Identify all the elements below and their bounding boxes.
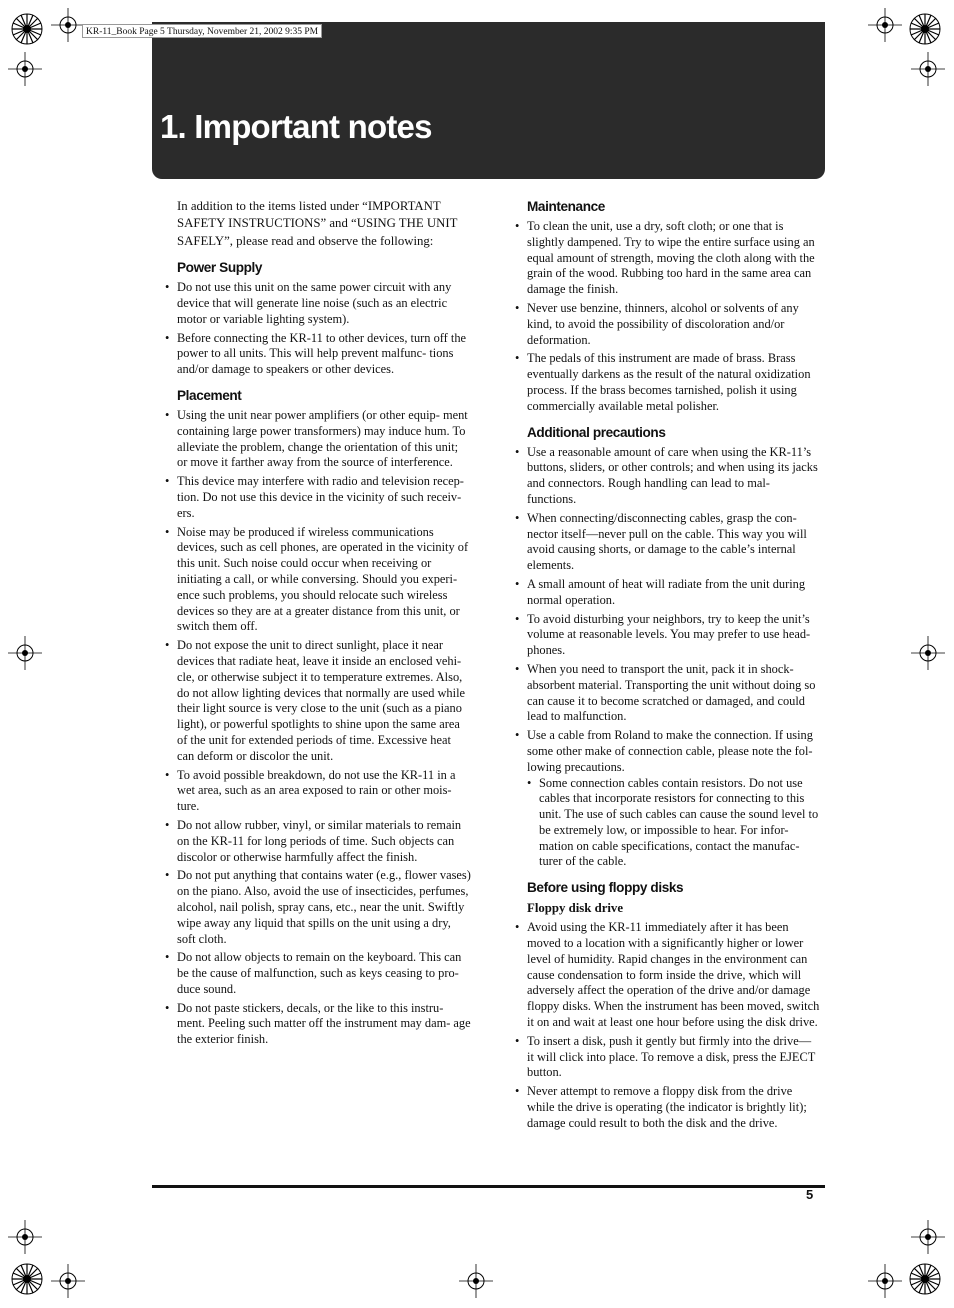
color-wheel-icon	[11, 13, 43, 45]
registration-mark-icon	[911, 52, 945, 86]
list-item: • When you need to transport the unit, pack it in shock- absorbent material. Transporting the unit without doing so can cause it to become scratched or damaged, and could lead to malfunction.	[515, 661, 816, 724]
print-slug: KR-11_Book Page 5 Thursday, November 21, 2002 9:35 PM	[82, 24, 322, 38]
list-item: • Do not use this unit on the same power circuit with any device that will generate line noise (such as an electric motor or variable lighting system).	[165, 280, 452, 326]
registration-mark-icon	[8, 636, 42, 670]
bullet-icon: •	[165, 524, 170, 539]
list-item: • Do not put anything that contains water (e.g., flower vases) on the piano. Also, avoid the use of insecticides, perfumes, alcohol, nail polish, spray cans, etc., near the unit. Swiftly wipe away any liquid that spills on the unit using a dry, soft cloth.	[165, 868, 471, 946]
list-item: • When connecting/disconnecting cables, grasp the con- nector itself—never pull on the cable. This way you will avoid causing shorts, or damage to the cable’s internal elements.	[515, 510, 807, 573]
maintenance-list	[515, 219, 821, 415]
bullet-icon: •	[515, 611, 520, 626]
registration-mark-icon	[868, 8, 902, 42]
section-heading-placement: Placement	[177, 388, 242, 403]
bullet-icon: •	[165, 408, 170, 422]
bullet-icon: •	[165, 280, 170, 295]
color-wheel-icon	[909, 13, 941, 45]
list-item: • A small amount of heat will radiate from the unit during normal operation.	[515, 576, 806, 607]
placement-list	[165, 408, 471, 1048]
bullet-icon: •	[165, 330, 170, 345]
bullet-icon: •	[527, 775, 532, 790]
left-column	[165, 198, 471, 1057]
page-number: 5	[806, 1187, 814, 1202]
bullet-icon: •	[515, 300, 520, 315]
bullet-icon: •	[165, 950, 170, 965]
bullet-icon: •	[165, 1000, 170, 1015]
list-item: • Avoid using the KR-11 immediately after it has been moved to a location with a significantly higher or lower level of humidity. Rapid changes in the environment can cause condensation to form inside the drive, which will adversely affect the operation of the drive and/or damage floppy disks. When the instrument has been moved, switch it on and wait at least one hour before using the disk drive.	[515, 920, 820, 1030]
subheading-floppy-disk-drive: Floppy disk drive	[527, 901, 624, 916]
registration-mark-icon	[911, 636, 945, 670]
bullet-icon: •	[165, 474, 170, 489]
list-item: • Never use benzine, thinners, alcohol or solvents of any kind, to avoid the possibility of discoloration and/or deformation.	[515, 300, 799, 347]
section-heading-floppy-disks: Before using floppy disks	[527, 880, 684, 896]
bullet-icon: •	[165, 868, 170, 883]
bullet-icon: •	[515, 219, 520, 233]
list-item: • Do not allow rubber, vinyl, or similar materials to remain on the KR-11 for long periods of time. Such objects can discolor or otherwise harmfully affect the finish.	[165, 817, 462, 864]
section-heading-additional-precautions: Additional precautions	[527, 424, 666, 440]
sub-list	[527, 776, 821, 871]
list-item: • This device may interfere with radio and television recep- tion. Do not use this device in the vicinity of such receiv- ers.	[165, 474, 464, 520]
intro-paragraph: In addition to the items listed under “IMPORTANT SAFETY INSTRUCTIONS” and “USING THE UNIT SAFELY”, please read and observe the following:	[177, 199, 458, 248]
bullet-icon: •	[515, 576, 520, 591]
list-item: • Before connecting the KR-11 to other devices, turn off the power to all units. This will help prevent malfunc- tions and/or damage to speakers or other devices.	[165, 330, 467, 377]
bullet-icon: •	[515, 661, 520, 676]
list-item: • To avoid possible breakdown, do not use the KR-11 in a wet area, such as an area exposed to rain or other mois- ture.	[165, 767, 456, 814]
list-item: • Use a cable from Roland to make the connection. If using some other make of connection cable, please note the fol- lowing precautions. • Some connection cables contain resistors. Do not use cables that incorporate resistors for connecting to this unit. The use of such cables can cause the sound level to be extremely low, or impossible to hear. For infor- mation on cable specifications, contact the manufac- turer of the cable.	[515, 728, 821, 870]
bullet-icon: •	[515, 1033, 520, 1048]
list-item: • Using the unit near power amplifiers (or other equip- ment containing large power transformers) may induce hum. To alleviate the problem, change the orientation of this unit; or move it farther away from the source of interference.	[165, 408, 468, 470]
list-item: • To clean the unit, use a dry, soft cloth; or one that is slightly dampened. Try to wipe the entire surface using an equal amount of strength, moving the cloth along with the grain of the wood. Rubbing too hard in the same area can damage the finish.	[515, 219, 815, 297]
registration-mark-icon	[868, 1264, 902, 1298]
page-title: 1. Important notes	[160, 108, 432, 145]
right-column	[515, 198, 821, 1141]
section-heading-maintenance: Maintenance	[527, 199, 605, 214]
registration-mark-icon	[459, 1264, 493, 1298]
registration-mark-icon	[51, 8, 85, 42]
list-item: • Use a reasonable amount of care when using the KR-11’s buttons, sliders, or other controls; and when using its jacks and connectors. Rough handling can lead to mal- functions.	[515, 444, 818, 506]
additional-precautions-list	[515, 445, 821, 871]
bullet-icon: •	[165, 767, 170, 782]
bullet-icon: •	[515, 444, 520, 459]
color-wheel-icon	[909, 1263, 941, 1295]
list-item: • To insert a disk, push it gently but firmly into the drive— it will click into place. To remove a disk, press the EJECT button.	[515, 1033, 816, 1080]
bullet-icon: •	[515, 728, 520, 743]
registration-mark-icon	[8, 52, 42, 86]
bullet-icon: •	[515, 510, 520, 525]
list-item: • Noise may be produced if wireless communications devices, such as cell phones, are operated in the vicinity of this unit. Such noise could occur when receiving or initiating a call, or while conversing. Should you experi- ence such problems, you should relocate such wireless devices so they are at a greater distance from this unit, or switch them off.	[165, 524, 469, 634]
list-item: • Do not paste stickers, decals, or the like to this instru- ment. Peeling such matter off the instrument may dam- age the exterior finish.	[165, 1000, 471, 1047]
list-item: • The pedals of this instrument are made of brass. Brass eventually darkens as the result of the natural oxidization process. If the brass becomes tarnished, polish it using commercially available metal polisher.	[515, 351, 811, 413]
list-item: • To avoid disturbing your neighbors, try to keep the unit’s volume at reasonable levels. You may prefer to use head- phones.	[515, 611, 811, 658]
bullet-icon: •	[165, 817, 170, 832]
registration-mark-icon	[8, 1220, 42, 1254]
bullet-icon: •	[515, 920, 520, 935]
list-item: • Never attempt to remove a floppy disk from the drive while the drive is operating (the indicator is brightly lit); damage could result to both the disk and the drive.	[515, 1084, 807, 1130]
list-item: • Do not allow objects to remain on the keyboard. This can be the cause of malfunction, such as keys ceasing to pro- duce sound.	[165, 950, 462, 996]
section-heading-power-supply: Power Supply	[177, 260, 263, 276]
power-supply-list	[165, 280, 471, 378]
list-item: • Some connection cables contain resistors. Do not use cables that incorporate resistors for connecting to this unit. The use of such cables can cause the sound level to be extremely low, or impossible to hear. For infor- mation on cable specifications, contact the manufac- turer of the cable.	[527, 775, 819, 869]
list-item: • Do not expose the unit to direct sunlight, place it near devices that radiate heat, leave it inside an enclosed vehi- cle, or otherwise subject it to temperature extremes. Also, do not allow lighting devices that normally are used while their light source is very close to the unit (such as a piano light), or powerful spotlights to shine upon the same area of the unit for extended periods of time. Excessive heat can deform or discolor the unit.	[165, 638, 466, 763]
bullet-icon: •	[165, 638, 170, 653]
color-wheel-icon	[11, 1263, 43, 1295]
title-banner	[152, 22, 825, 179]
registration-mark-icon	[51, 1264, 85, 1298]
floppy-list	[515, 920, 821, 1131]
registration-mark-icon	[911, 1220, 945, 1254]
bullet-icon: •	[515, 1084, 520, 1099]
bullet-icon: •	[515, 351, 520, 366]
footer-rule	[152, 1185, 825, 1188]
